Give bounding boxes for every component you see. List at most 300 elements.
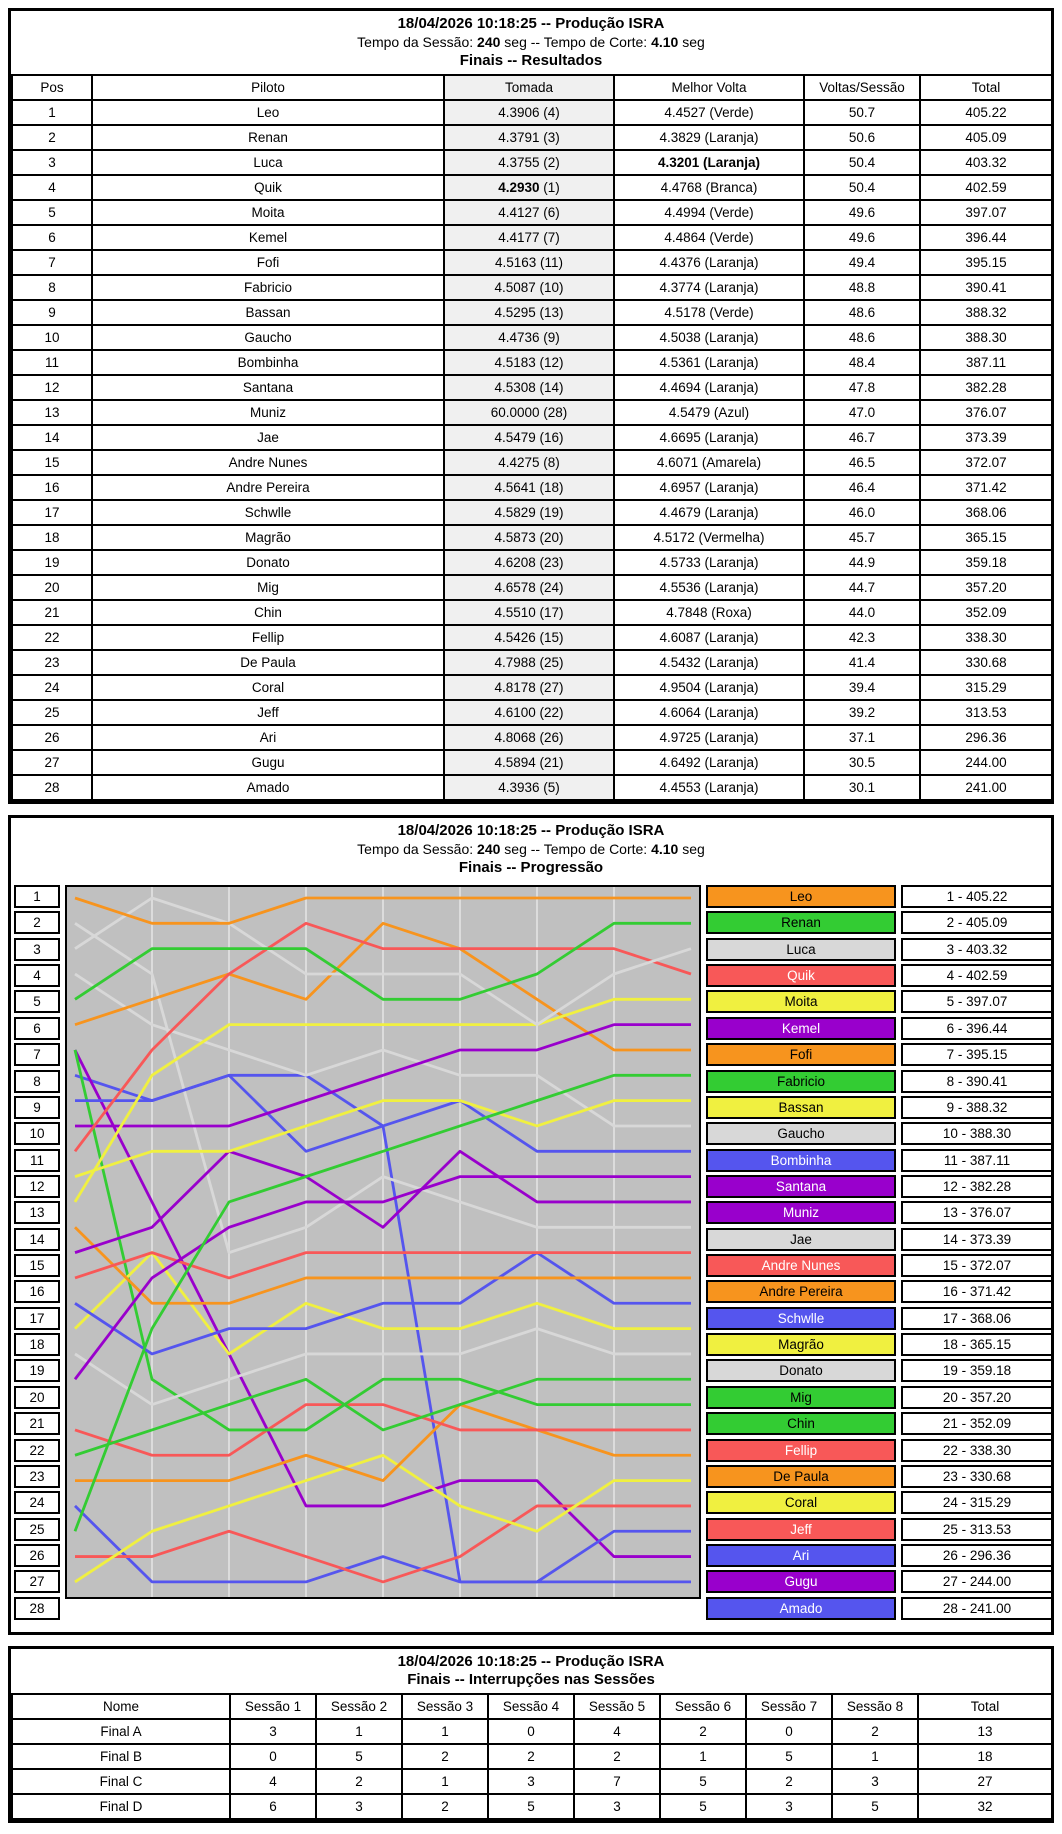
- session-3-cell: 1: [402, 1719, 488, 1744]
- pilot-cell: Mig: [92, 575, 444, 600]
- laps-per-session-cell: 48.4: [804, 350, 920, 375]
- results-col-header-5: Total: [920, 75, 1052, 100]
- pilot-cell: Andre Nunes: [92, 450, 444, 475]
- best-lap-cell: 4.9725 (Laranja): [614, 725, 804, 750]
- pos-cell: 20: [12, 575, 92, 600]
- legend-total-item: 22 - 338.30: [901, 1439, 1053, 1462]
- best-lap-cell: 4.4768 (Branca): [614, 175, 804, 200]
- session-3-cell: 2: [402, 1794, 488, 1819]
- session-5-cell: 3: [574, 1794, 660, 1819]
- legend-item: Amado: [706, 1597, 896, 1620]
- results-row: [12, 175, 1052, 200]
- laps-per-session-cell: 49.6: [804, 200, 920, 225]
- best-lap-cell: 4.6071 (Amarela): [614, 450, 804, 475]
- pos-cell: 7: [12, 250, 92, 275]
- interruptions-panel: [8, 1646, 1054, 1823]
- total-cell: 387.11: [920, 350, 1052, 375]
- pos-cell: 19: [12, 550, 92, 575]
- pilot-cell: Leo: [92, 100, 444, 125]
- pilot-cell: Kemel: [92, 225, 444, 250]
- position-box: 22: [14, 1439, 60, 1462]
- position-box: 7: [14, 1043, 60, 1066]
- pos-cell: 23: [12, 650, 92, 675]
- best-lap-cell: 4.9504 (Laranja): [614, 675, 804, 700]
- results-row: [12, 675, 1052, 700]
- legend-item: Moita: [706, 990, 896, 1013]
- legend-total-item: 10 - 388.30: [901, 1122, 1053, 1145]
- tomada-cell: 4.8068 (26): [444, 725, 614, 750]
- interruptions-col-header-0: Nome: [12, 1694, 230, 1719]
- tomada-cell: 4.3936 (5): [444, 775, 614, 800]
- laps-per-session-cell: 48.6: [804, 325, 920, 350]
- position-box: 2: [14, 911, 60, 934]
- results-col-header-1: Piloto: [92, 75, 444, 100]
- pos-cell: 8: [12, 275, 92, 300]
- laps-per-session-cell: 47.8: [804, 375, 920, 400]
- legend-item: Bombinha: [706, 1149, 896, 1172]
- legend-item: Magrão: [706, 1333, 896, 1356]
- legend-item: De Paula: [706, 1465, 896, 1488]
- pos-cell: 9: [12, 300, 92, 325]
- legend-item: Renan: [706, 911, 896, 934]
- laps-per-session-cell: 46.5: [804, 450, 920, 475]
- laps-per-session-cell: 50.6: [804, 125, 920, 150]
- results-row: [12, 300, 1052, 325]
- interruptions-row: [12, 1744, 1052, 1769]
- tomada-cell: 4.5894 (21): [444, 750, 614, 775]
- legend-total-item: 2 - 405.09: [901, 911, 1053, 934]
- laps-per-session-cell: 39.2: [804, 700, 920, 725]
- session-1-cell: 3: [230, 1719, 316, 1744]
- legend-total-item: 28 - 241.00: [901, 1597, 1053, 1620]
- position-box: 13: [14, 1201, 60, 1224]
- pos-cell: 21: [12, 600, 92, 625]
- laps-per-session-cell: 45.7: [804, 525, 920, 550]
- total-cell: 376.07: [920, 400, 1052, 425]
- results-row: [12, 100, 1052, 125]
- legend-item: Gugu: [706, 1570, 896, 1593]
- tomada-cell: 4.5183 (12): [444, 350, 614, 375]
- tomada-cell: 4.5308 (14): [444, 375, 614, 400]
- pilot-cell: Fellip: [92, 625, 444, 650]
- session-1-cell: 6: [230, 1794, 316, 1819]
- legend-item: Mig: [706, 1386, 896, 1409]
- best-lap-cell: 4.6064 (Laranja): [614, 700, 804, 725]
- results-row: [12, 275, 1052, 300]
- legend-item: Fofi: [706, 1043, 896, 1066]
- best-lap-cell: 4.5361 (Laranja): [614, 350, 804, 375]
- interruptions-total-cell: 18: [918, 1744, 1052, 1769]
- legend-item: Andre Nunes: [706, 1254, 896, 1277]
- interruptions-col-header-2: Sessão 2: [316, 1694, 402, 1719]
- final-name-cell: Final C: [12, 1769, 230, 1794]
- best-lap-cell: 4.6087 (Laranja): [614, 625, 804, 650]
- legend-item: Santana: [706, 1175, 896, 1198]
- pilot-cell: De Paula: [92, 650, 444, 675]
- tomada-cell: 4.5295 (13): [444, 300, 614, 325]
- position-box: 24: [14, 1491, 60, 1514]
- session-3-cell: 1: [402, 1769, 488, 1794]
- pilot-cell: Fabricio: [92, 275, 444, 300]
- interruptions-col-header-7: Sessão 7: [746, 1694, 832, 1719]
- pos-cell: 12: [12, 375, 92, 400]
- pilot-cell: Donato: [92, 550, 444, 575]
- interruptions-row: [12, 1769, 1052, 1794]
- total-cell: 405.22: [920, 100, 1052, 125]
- legend-item: Donato: [706, 1359, 896, 1382]
- interruptions-total-cell: 13: [918, 1719, 1052, 1744]
- results-row: [12, 500, 1052, 525]
- laps-per-session-cell: 47.0: [804, 400, 920, 425]
- session-7-cell: 5: [746, 1744, 832, 1769]
- progression-panel: [8, 815, 1054, 1635]
- legend-item: Leo: [706, 885, 896, 908]
- best-lap-cell: 4.3829 (Laranja): [614, 125, 804, 150]
- legend-total-item: 9 - 388.32: [901, 1096, 1053, 1119]
- total-cell: 368.06: [920, 500, 1052, 525]
- session-2-cell: 3: [316, 1794, 402, 1819]
- laps-per-session-cell: 49.6: [804, 225, 920, 250]
- legend-total-item: 17 - 368.06: [901, 1307, 1053, 1330]
- pilot-cell: Bombinha: [92, 350, 444, 375]
- total-cell: 382.28: [920, 375, 1052, 400]
- legend-total-item: 24 - 315.29: [901, 1491, 1053, 1514]
- tomada-cell: 4.4177 (7): [444, 225, 614, 250]
- results-session-info: Tempo da Sessão: 240 seg -- Tempo de Corte: 4.10 seg: [357, 34, 705, 50]
- session-5-cell: 7: [574, 1769, 660, 1794]
- pos-cell: 14: [12, 425, 92, 450]
- laps-per-session-cell: 44.7: [804, 575, 920, 600]
- interruptions-column-header-row: [12, 1694, 1052, 1719]
- total-cell: 241.00: [920, 775, 1052, 800]
- total-cell: 372.07: [920, 450, 1052, 475]
- best-lap-cell: 4.6492 (Laranja): [614, 750, 804, 775]
- session-7-cell: 3: [746, 1794, 832, 1819]
- position-box: 14: [14, 1228, 60, 1251]
- report-page: [8, 8, 1054, 1834]
- results-row: [12, 475, 1052, 500]
- interruptions-total-cell: 27: [918, 1769, 1052, 1794]
- final-name-cell: Final A: [12, 1719, 230, 1744]
- progression-session-info: Tempo da Sessão: 240 seg -- Tempo de Corte: 4.10 seg: [357, 841, 705, 857]
- final-name-cell: Final D: [12, 1794, 230, 1819]
- session-5-cell: 2: [574, 1744, 660, 1769]
- progression-title: 18/04/2026 10:18:25 -- Produção ISRA: [397, 822, 665, 839]
- results-row: [12, 375, 1052, 400]
- session-7-cell: 0: [746, 1719, 832, 1744]
- pos-cell: 22: [12, 625, 92, 650]
- results-column-header-row: [12, 75, 1052, 100]
- legend-item: Ari: [706, 1544, 896, 1567]
- total-cell: 397.07: [920, 200, 1052, 225]
- total-cell: 388.30: [920, 325, 1052, 350]
- total-cell: 330.68: [920, 650, 1052, 675]
- legend-item: Quik: [706, 964, 896, 987]
- interruptions-col-header-4: Sessão 4: [488, 1694, 574, 1719]
- results-panel: [8, 8, 1054, 804]
- best-lap-cell: 4.7848 (Roxa): [614, 600, 804, 625]
- laps-per-session-cell: 44.9: [804, 550, 920, 575]
- results-title: 18/04/2026 10:18:25 -- Produção ISRA: [397, 15, 665, 32]
- laps-per-session-cell: 48.6: [804, 300, 920, 325]
- laps-per-session-cell: 41.4: [804, 650, 920, 675]
- position-box: 4: [14, 964, 60, 987]
- results-row: [12, 575, 1052, 600]
- pos-cell: 11: [12, 350, 92, 375]
- legend-total-item: 21 - 352.09: [901, 1412, 1053, 1435]
- session-8-cell: 2: [832, 1719, 918, 1744]
- laps-per-session-cell: 42.3: [804, 625, 920, 650]
- best-lap-cell: 4.5536 (Laranja): [614, 575, 804, 600]
- session-6-cell: 2: [660, 1719, 746, 1744]
- progression-chart: [65, 885, 701, 1599]
- legend-item: Luca: [706, 938, 896, 961]
- legend-item: Gaucho: [706, 1122, 896, 1145]
- pilot-cell: Quik: [92, 175, 444, 200]
- results-row: [12, 200, 1052, 225]
- legend-total-item: 25 - 313.53: [901, 1518, 1053, 1541]
- best-lap-cell: 4.4994 (Verde): [614, 200, 804, 225]
- legend-total-item: 12 - 382.28: [901, 1175, 1053, 1198]
- interruptions-col-header-1: Sessão 1: [230, 1694, 316, 1719]
- results-row: [12, 650, 1052, 675]
- interruptions-col-header-9: Total: [918, 1694, 1052, 1719]
- laps-per-session-cell: 30.1: [804, 775, 920, 800]
- session-3-cell: 2: [402, 1744, 488, 1769]
- position-box: 1: [14, 885, 60, 908]
- pos-cell: 24: [12, 675, 92, 700]
- pilot-cell: Ari: [92, 725, 444, 750]
- pilot-cell: Coral: [92, 675, 444, 700]
- results-row: [12, 425, 1052, 450]
- total-cell: 313.53: [920, 700, 1052, 725]
- pilot-cell: Bassan: [92, 300, 444, 325]
- pilot-cell: Jeff: [92, 700, 444, 725]
- laps-per-session-cell: 46.7: [804, 425, 920, 450]
- session-6-cell: 1: [660, 1744, 746, 1769]
- laps-per-session-cell: 50.4: [804, 175, 920, 200]
- legend-total-item: 14 - 373.39: [901, 1228, 1053, 1251]
- position-box: 15: [14, 1254, 60, 1277]
- laps-per-session-cell: 37.1: [804, 725, 920, 750]
- interruptions-total-cell: 32: [918, 1794, 1052, 1819]
- best-lap-cell: 4.4376 (Laranja): [614, 250, 804, 275]
- position-box: 18: [14, 1333, 60, 1356]
- results-row: [12, 700, 1052, 725]
- legend-item: Jae: [706, 1228, 896, 1251]
- session-8-cell: 3: [832, 1769, 918, 1794]
- legend-item: Jeff: [706, 1518, 896, 1541]
- results-row: [12, 400, 1052, 425]
- results-header: [11, 11, 1051, 74]
- position-box: 19: [14, 1359, 60, 1382]
- session-1-cell: 4: [230, 1769, 316, 1794]
- results-row: [12, 625, 1052, 650]
- best-lap-cell: 4.5479 (Azul): [614, 400, 804, 425]
- laps-per-session-cell: 30.5: [804, 750, 920, 775]
- tomada-cell: 4.3755 (2): [444, 150, 614, 175]
- results-row: [12, 325, 1052, 350]
- tomada-cell: 4.4275 (8): [444, 450, 614, 475]
- progression-content: [11, 881, 1051, 1632]
- tomada-cell: 4.4127 (6): [444, 200, 614, 225]
- interruptions-col-header-8: Sessão 8: [832, 1694, 918, 1719]
- tomada-cell: 4.6208 (23): [444, 550, 614, 575]
- tomada-cell: 4.5163 (11): [444, 250, 614, 275]
- tomada-cell: 4.6100 (22): [444, 700, 614, 725]
- results-row: [12, 125, 1052, 150]
- position-box: 25: [14, 1518, 60, 1541]
- laps-per-session-cell: 39.4: [804, 675, 920, 700]
- interruptions-title: 18/04/2026 10:18:25 -- Produção ISRA: [397, 1652, 665, 1670]
- legend-total-item: 4 - 402.59: [901, 964, 1053, 987]
- tomada-cell: 4.5641 (18): [444, 475, 614, 500]
- pos-cell: 18: [12, 525, 92, 550]
- pilot-cell: Gaucho: [92, 325, 444, 350]
- position-box: 12: [14, 1175, 60, 1198]
- best-lap-cell: 4.4679 (Laranja): [614, 500, 804, 525]
- session-5-cell: 4: [574, 1719, 660, 1744]
- total-cell: 405.09: [920, 125, 1052, 150]
- legend-item: Fabricio: [706, 1070, 896, 1093]
- interruptions-table: [11, 1693, 1053, 1820]
- interruptions-col-header-6: Sessão 6: [660, 1694, 746, 1719]
- session-8-cell: 5: [832, 1794, 918, 1819]
- interruptions-col-header-3: Sessão 3: [402, 1694, 488, 1719]
- pos-cell: 4: [12, 175, 92, 200]
- pilot-cell: Amado: [92, 775, 444, 800]
- legend-total-item: 6 - 396.44: [901, 1017, 1053, 1040]
- position-box: 5: [14, 990, 60, 1013]
- pos-cell: 27: [12, 750, 92, 775]
- progression-subtitle: Finais -- Progressão: [458, 859, 604, 876]
- pos-cell: 13: [12, 400, 92, 425]
- legend-total-item: 23 - 330.68: [901, 1465, 1053, 1488]
- pos-cell: 3: [12, 150, 92, 175]
- tomada-cell: 4.5510 (17): [444, 600, 614, 625]
- pilot-total-column: [901, 885, 1053, 1620]
- total-cell: 315.29: [920, 675, 1052, 700]
- tomada-cell: 4.2930 (1): [444, 175, 614, 200]
- legend-total-item: 5 - 397.07: [901, 990, 1053, 1013]
- laps-per-session-cell: 50.4: [804, 150, 920, 175]
- total-cell: 373.39: [920, 425, 1052, 450]
- tomada-cell: 4.5829 (19): [444, 500, 614, 525]
- position-box: 9: [14, 1096, 60, 1119]
- legend-item: Muniz: [706, 1201, 896, 1224]
- position-box: 10: [14, 1122, 60, 1145]
- results-row: [12, 775, 1052, 800]
- results-row: [12, 350, 1052, 375]
- legend-total-item: 27 - 244.00: [901, 1570, 1053, 1593]
- total-cell: 365.15: [920, 525, 1052, 550]
- results-row: [12, 600, 1052, 625]
- legend-item: Coral: [706, 1491, 896, 1514]
- results-row: [12, 450, 1052, 475]
- pos-cell: 6: [12, 225, 92, 250]
- session-4-cell: 5: [488, 1794, 574, 1819]
- total-cell: 359.18: [920, 550, 1052, 575]
- pilot-cell: Renan: [92, 125, 444, 150]
- legend-item: Schwlle: [706, 1307, 896, 1330]
- session-2-cell: 5: [316, 1744, 402, 1769]
- total-cell: 395.15: [920, 250, 1052, 275]
- session-6-cell: 5: [660, 1794, 746, 1819]
- legend-total-item: 3 - 403.32: [901, 938, 1053, 961]
- final-name-cell: Final B: [12, 1744, 230, 1769]
- pilot-cell: Fofi: [92, 250, 444, 275]
- legend-total-item: 7 - 395.15: [901, 1043, 1053, 1066]
- session-4-cell: 0: [488, 1719, 574, 1744]
- position-box: 16: [14, 1280, 60, 1303]
- interruptions-header: [11, 1649, 1051, 1693]
- best-lap-cell: 4.5733 (Laranja): [614, 550, 804, 575]
- best-lap-cell: 4.3201 (Laranja): [614, 150, 804, 175]
- progression-header: [11, 818, 1051, 881]
- total-cell: 352.09: [920, 600, 1052, 625]
- pilot-cell: Magrão: [92, 525, 444, 550]
- total-cell: 396.44: [920, 225, 1052, 250]
- results-subtitle: Finais -- Resultados: [459, 52, 603, 69]
- pos-cell: 25: [12, 700, 92, 725]
- session-2-cell: 1: [316, 1719, 402, 1744]
- total-cell: 296.36: [920, 725, 1052, 750]
- tomada-cell: 4.5479 (16): [444, 425, 614, 450]
- pos-cell: 10: [12, 325, 92, 350]
- best-lap-cell: 4.4864 (Verde): [614, 225, 804, 250]
- best-lap-cell: 4.4553 (Laranja): [614, 775, 804, 800]
- pilot-cell: Santana: [92, 375, 444, 400]
- best-lap-cell: 4.3774 (Laranja): [614, 275, 804, 300]
- laps-per-session-cell: 46.0: [804, 500, 920, 525]
- laps-per-session-cell: 50.7: [804, 100, 920, 125]
- tomada-cell: 4.3791 (3): [444, 125, 614, 150]
- session-4-cell: 2: [488, 1744, 574, 1769]
- laps-per-session-cell: 48.8: [804, 275, 920, 300]
- session-4-cell: 3: [488, 1769, 574, 1794]
- legend-item: Kemel: [706, 1017, 896, 1040]
- results-col-header-4: Voltas/Sessão: [804, 75, 920, 100]
- laps-per-session-cell: 44.0: [804, 600, 920, 625]
- legend-total-item: 18 - 365.15: [901, 1333, 1053, 1356]
- pos-cell: 28: [12, 775, 92, 800]
- tomada-cell: 4.4736 (9): [444, 325, 614, 350]
- legend-item: Fellip: [706, 1439, 896, 1462]
- tomada-cell: 4.5873 (20): [444, 525, 614, 550]
- results-row: [12, 550, 1052, 575]
- results-row: [12, 750, 1052, 775]
- tomada-cell: 4.5087 (10): [444, 275, 614, 300]
- total-cell: 388.32: [920, 300, 1052, 325]
- best-lap-cell: 4.4694 (Laranja): [614, 375, 804, 400]
- legend-total-item: 20 - 357.20: [901, 1386, 1053, 1409]
- pilot-cell: Luca: [92, 150, 444, 175]
- pos-cell: 15: [12, 450, 92, 475]
- session-8-cell: 1: [832, 1744, 918, 1769]
- best-lap-cell: 4.4527 (Verde): [614, 100, 804, 125]
- results-col-header-3: Melhor Volta: [614, 75, 804, 100]
- tomada-cell: 4.6578 (24): [444, 575, 614, 600]
- interruptions-col-header-5: Sessão 5: [574, 1694, 660, 1719]
- total-cell: 338.30: [920, 625, 1052, 650]
- position-box: 21: [14, 1412, 60, 1435]
- pilot-cell: Andre Pereira: [92, 475, 444, 500]
- results-row: [12, 725, 1052, 750]
- tomada-cell: 4.8178 (27): [444, 675, 614, 700]
- session-2-cell: 2: [316, 1769, 402, 1794]
- results-row: [12, 525, 1052, 550]
- pilot-legend-column: [706, 885, 896, 1620]
